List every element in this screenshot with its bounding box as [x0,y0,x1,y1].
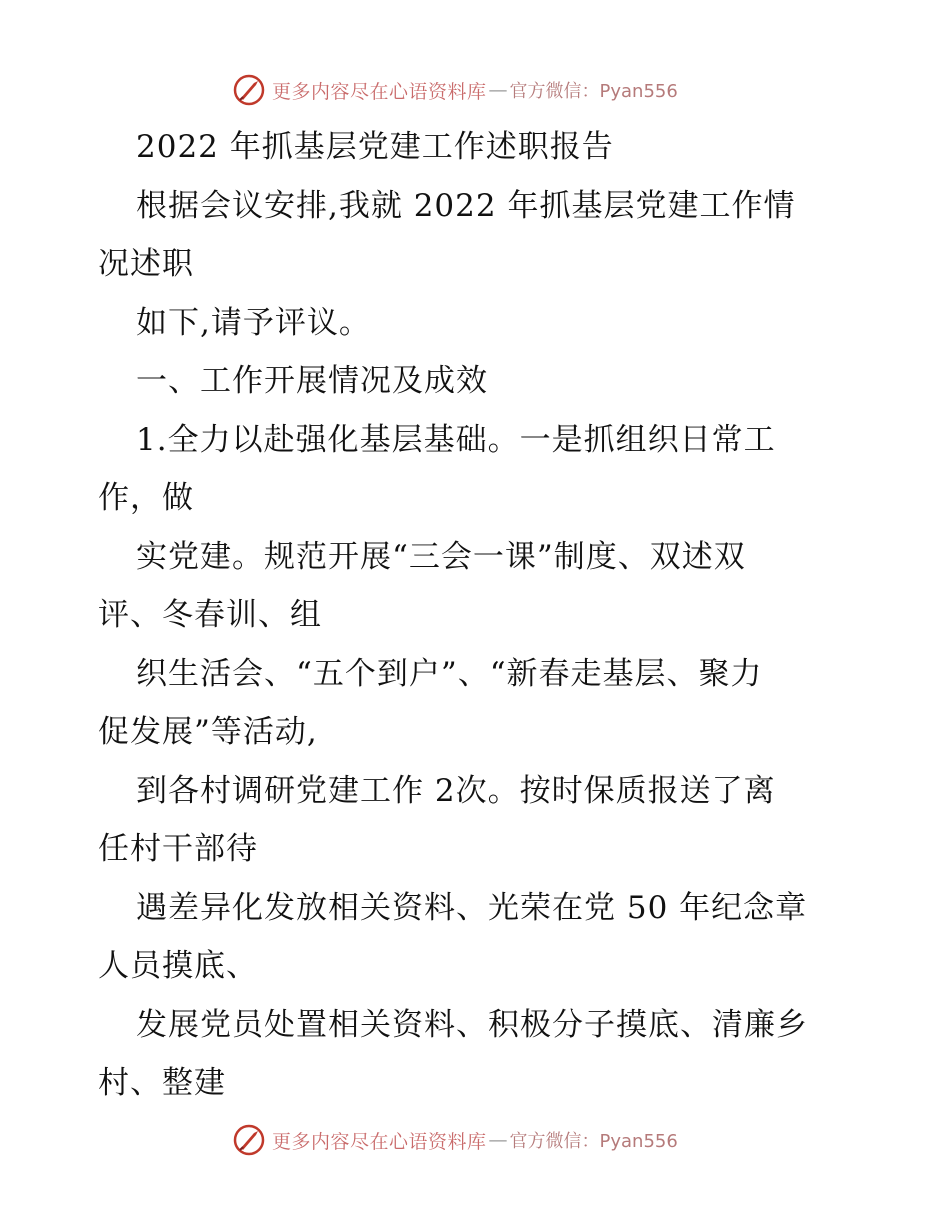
paragraph-line: 况述职 [98,246,194,282]
paragraph-line: 根据会议安排,我就 2022 年抓基层党建工作情 [136,187,796,224]
paragraph-line: 促发展”等活动, [98,714,318,750]
paragraph-line: 遇差异化发放相关资料、光荣在党 50 年纪念章 [136,889,808,926]
paragraph-line: 人员摸底、 [98,948,258,984]
paragraph-line: 织生活会、“五个到户”、“新春走基层、聚力 [136,655,763,692]
quill-pen-logo-icon [232,1123,266,1157]
paragraph-line: 实党建。规范开展“三会一课”制度、双述双 [136,538,746,575]
watermark-text: 更多内容尽在心语资料库 [272,80,487,103]
quill-pen-logo-icon [232,73,266,107]
section-heading: 一、工作开展情况及成效 [136,363,488,399]
watermark-contact: 官方微信：Pyan556 [509,1131,678,1152]
watermark-text: 更多内容尽在心语资料库 [272,1130,487,1153]
watermark-separator: — [488,1129,508,1151]
watermark-header [232,70,678,110]
document-body [98,118,858,1113]
paragraph-line: 1.全力以赴强化基层基础。一是抓组织日常工 [136,421,776,458]
watermark-contact: 官方微信：Pyan556 [509,81,678,102]
paragraph-line: 作，做 [98,480,194,516]
paragraph-line: 任村干部待 [98,831,258,867]
paragraph-line: 发展党员处置相关资料、积极分子摸底、清廉乡 [136,1006,808,1043]
paragraph-line: 到各村调研党建工作 2次。按时保质报送了离 [136,772,776,809]
paragraph-line: 评、冬春训、组 [98,597,322,633]
watermark-footer [232,1120,678,1160]
paragraph-line: 村、整建 [98,1065,226,1101]
paragraph-line: 如下,请予评议。 [136,304,371,341]
document-title: 2022 年抓基层党建工作述职报告 [136,129,614,165]
watermark-separator: — [488,79,508,101]
